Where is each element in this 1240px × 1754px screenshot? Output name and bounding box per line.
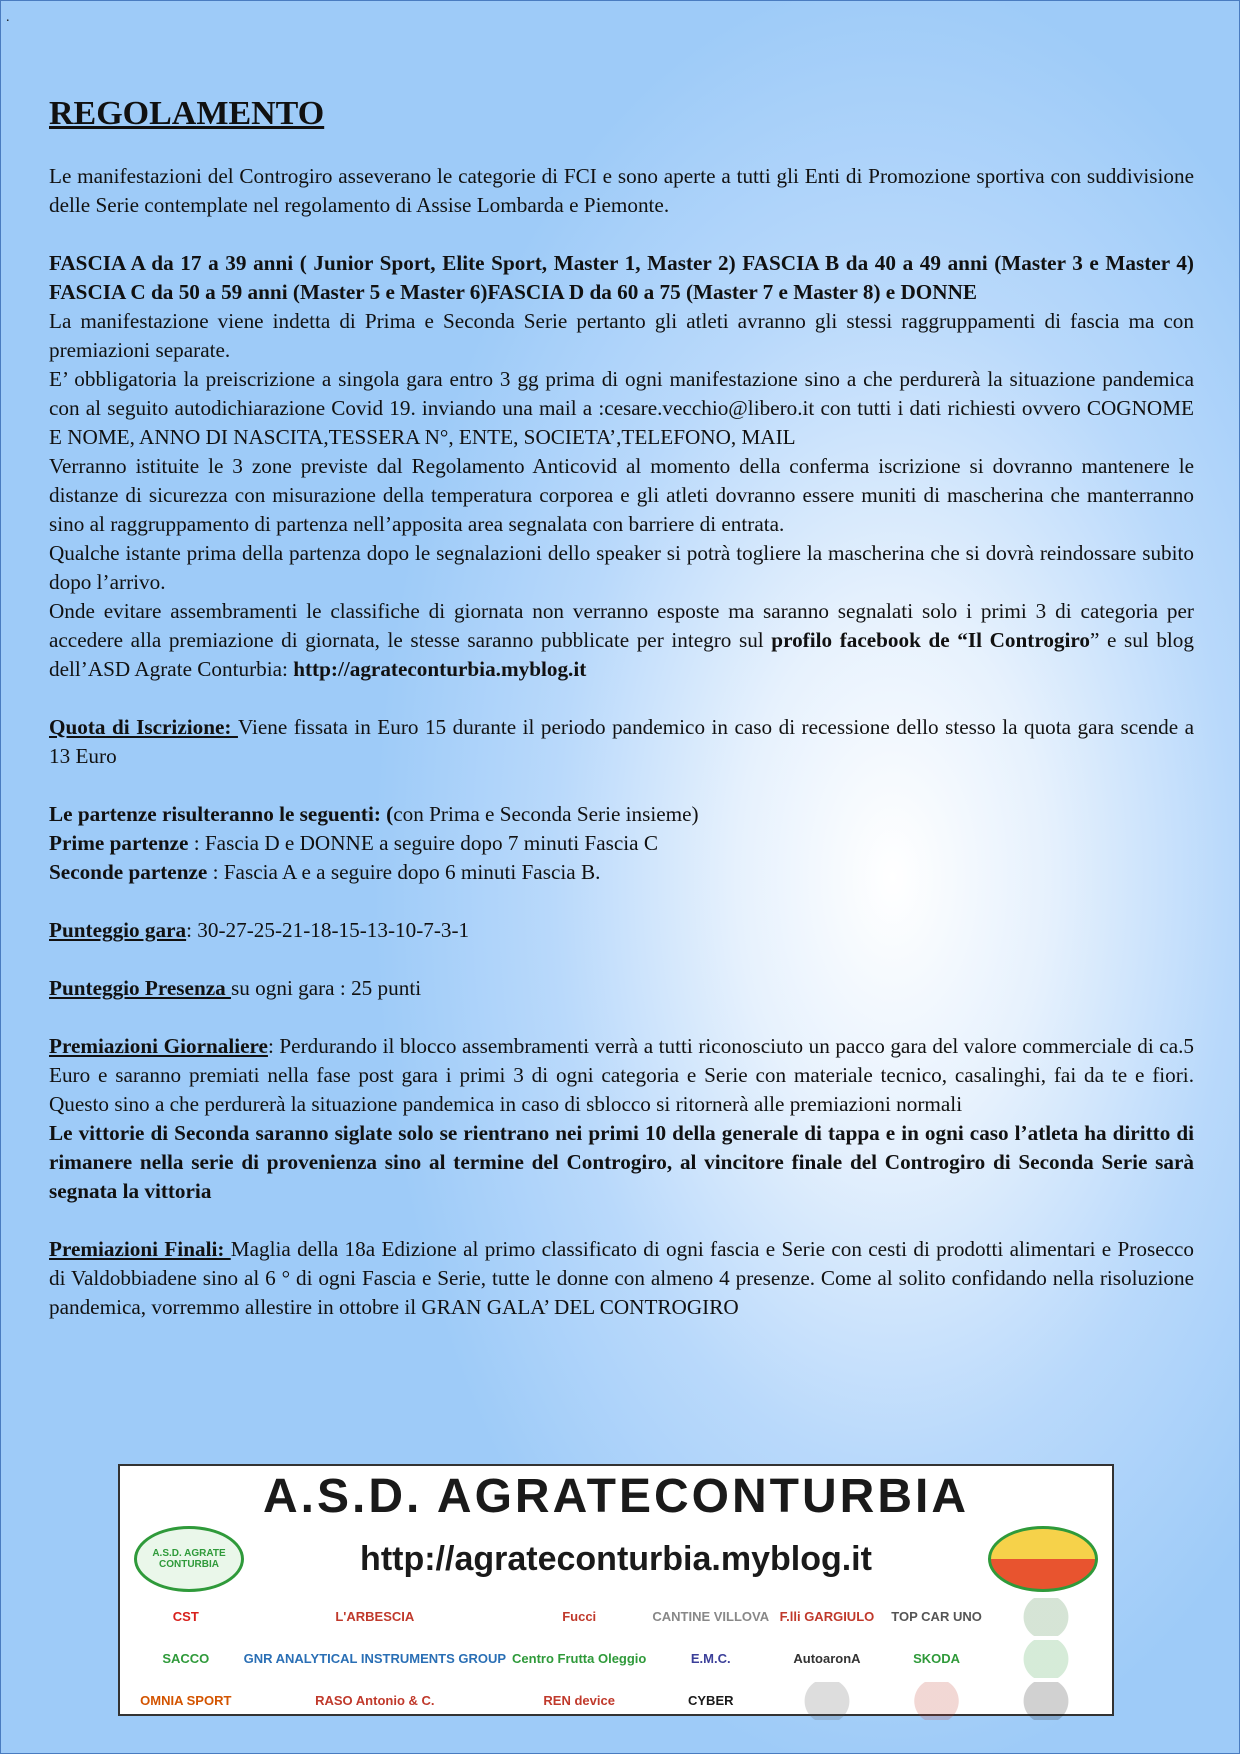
premiazioni-finali-label: Premiazioni Finali: — [49, 1237, 231, 1261]
classifiche-text: Onde evitare assembramenti le classifiche di giornata non verranno esposte ma saranno segnalati solo i primi 3 di categoria per accedere alla premiazione di giornata, le stesse saranno pubblicate per integro sul — [49, 599, 1194, 652]
vittorie-paragraph — [49, 1119, 1194, 1206]
prime-partenze-text: : Fascia D e DONNE a seguire dopo 7 minuti Fascia C — [188, 831, 658, 855]
fasce-paragraph — [49, 249, 1194, 307]
prime-partenze-label: Prime partenze — [49, 831, 189, 855]
vittorie-text: Le vittorie di Seconda saranno siglate solo se rientrano nei primi 10 della generale di tappa e in ogni caso l’atleta ha diritto di rimanere nella serie di provenienza sino al termine del Controgiro, al vincitore finale del Controgiro di Seconda Serie sarà segnata la vittoria — [49, 1121, 1194, 1203]
mascherina-paragraph: Qualche istante prima della partenza dopo le segnalazioni dello speaker si potrà togliere la mascherina che si dovrà reindossare subito dopo l’arrivo. — [49, 541, 1194, 594]
partenze-heading-bold: Le partenze risulteranno le seguenti: ( — [49, 802, 394, 826]
quota-paragraph — [49, 713, 1194, 771]
sponsor-logo-icon — [994, 1682, 1098, 1720]
preiscrizione-paragraph: E’ obbligatoria la preiscrizione a singola gara entro 3 gg prima di ogni manifestazione sino a che perdurerà la situazione pandemica con al seguito autodichiarazione Covid 19. inviando una mail a :cesare.vecchio@libero.it con tutti i dati richiesti ovvero COGNOME E NOME, ANNO DI NASCITA,TESSERA N°, ENTE, SOCIETA’,TELEFONO, MAIL — [49, 367, 1194, 449]
sponsor-logos — [120, 1594, 1112, 1720]
premiazioni-giornaliere — [49, 1032, 1194, 1119]
sponsor-logo-icon: CST — [172, 1609, 199, 1624]
sponsor-banner — [118, 1464, 1114, 1716]
fasce-text: FASCIA A da 17 a 39 anni ( Junior Sport, Elite Sport, Master 1, Master 2) FASCIA B da 40 a 49 anni (Master 3 e Master 4) FASCIA C da 50 a 59 anni (Master 5 e Master 6)FASCIA D da 60 a 75 (Master 7 e Master 8) e DONNE — [49, 251, 1194, 304]
seconde-partenze-text: : Fascia A e a seguire dopo 6 minuti Fascia B. — [207, 860, 601, 884]
partenze-heading — [49, 800, 1194, 829]
sponsor-logo-icon: E.M.C. — [690, 1651, 731, 1666]
sponsor-logo-icon: F.lli GARGIULO — [779, 1609, 875, 1624]
premiazioni-finali-text: Maglia della 18a Edizione al primo classificato di ogni fascia e Serie con cesti di prodotti alimentari e Prosecco di Valdobbiadene sino al 6 ° di ogni Fascia e Serie, tutte le donne con almeno 4 presenze. Come al solito confidando nella risoluzione pandemica, vorremmo allestire in ottobre il GRAN GALA’ DEL CONTROGIRO — [49, 1237, 1194, 1319]
sponsor-logo-icon: CYBER — [688, 1693, 734, 1708]
regulation-document — [49, 94, 1194, 1322]
sponsor-logo-icon: RASO Antonio & C. — [315, 1693, 435, 1708]
sponsor-logo-icon: OMNIA SPORT — [140, 1693, 232, 1708]
quota-label: Quota di Iscrizione: — [49, 715, 238, 739]
punteggio-presenza — [49, 974, 1194, 1003]
sponsor-logo-icon — [775, 1682, 879, 1720]
corner-mark: . — [6, 10, 10, 25]
seconde-partenze-label: Seconde partenze — [49, 860, 208, 884]
partenze-heading-rest: con Prima e Seconda Serie insieme) — [393, 802, 699, 826]
sponsor-logo-icon: TOP CAR UNO — [891, 1609, 982, 1624]
seconde-partenze — [49, 858, 1194, 887]
banner-title: A.S.D. AGRATECONTURBIA — [263, 1470, 969, 1523]
punteggio-presenza-label: Punteggio Presenza — [49, 976, 232, 1000]
sponsor-logo-icon: REN device — [543, 1693, 615, 1708]
prime-partenze — [49, 829, 1194, 858]
punteggio-gara — [49, 916, 1194, 945]
asd-logo-icon: A.S.D. AGRATE CONTURBIA — [134, 1526, 244, 1592]
blog-link[interactable]: http://agrateconturbia.myblog.it — [293, 657, 587, 681]
punteggio-gara-text: : 30-27-25-21-18-15-13-10-7-3-1 — [186, 918, 470, 942]
facebook-profile-text: profilo facebook de “Il Controgiro — [771, 628, 1091, 652]
premiazioni-giornaliere-label: Premiazioni Giornaliere — [49, 1034, 268, 1058]
classifiche-paragraph — [49, 597, 1194, 684]
premiazioni-giornaliere-text: : Perdurando il blocco assembramenti verrà a tutti riconosciuto un pacco gara del valore commerciale di ca.5 Euro e saranno premiati nella fase post gara i primi 3 di ogni categoria e Serie con materiale tecnico, casalinghi, fai da te e fiori. Questo sino a che perdurerà la situazione pandemica in caso di sblocco si ritornerà alle premiazioni normali — [49, 1034, 1194, 1116]
sun-logo-icon — [988, 1526, 1098, 1592]
sponsor-logo-icon: CANTINE VILLOVA — [652, 1609, 770, 1624]
banner-url-row — [120, 1524, 1112, 1594]
sponsor-logo-icon: SACCO — [162, 1651, 210, 1666]
sponsor-logo-icon — [885, 1682, 989, 1720]
banner-url[interactable]: http://agrateconturbia.myblog.it — [360, 1539, 872, 1578]
intro-paragraph: Le manifestazioni del Controgiro asseverano le categorie di FCI e sono aperte a tutti gli Enti di Promozione sportiva con suddivisione delle Serie contemplate nel regolamento di Assise Lombarda e Piemonte. — [49, 164, 1194, 217]
page-title: REGOLAMENTO — [49, 95, 325, 132]
punteggio-presenza-text: su ogni gara : 25 punti — [231, 976, 422, 1000]
sponsor-logo-icon: SKODA — [913, 1651, 961, 1666]
manifestazione-paragraph: La manifestazione viene indetta di Prima e Seconda Serie pertanto gli atleti avranno gli stessi raggruppamenti di fascia ma con premiazioni separate. — [49, 309, 1194, 362]
classifiche-text-2: ” e sul blog dell’ASD Agrate Conturbia: — [49, 628, 1194, 681]
zone-paragraph: Verranno istituite le 3 zone previste dal Regolamento Anticovid al momento della conferma iscrizione si dovranno mantenere le distanze di sicurezza con misurazione della temperatura corporea e gli atleti dovranno essere muniti di mascherina che manterranno sino al raggruppamento di partenza nell’apposita area segnalata con barriere di entrata. — [49, 454, 1194, 536]
premiazioni-finali — [49, 1235, 1194, 1322]
sponsor-logo-icon: L'ARBESCIA — [335, 1609, 415, 1624]
sponsor-logo-icon: Fucci — [562, 1609, 597, 1624]
sponsor-logo-icon: Centro Frutta Oleggio — [512, 1651, 647, 1666]
sponsor-logo-icon: AutoaronA — [793, 1651, 861, 1666]
quota-text: Viene fissata in Euro 15 durante il periodo pandemico in caso di recessione dello stesso la quota gara scende a 13 Euro — [49, 715, 1194, 768]
punteggio-gara-label: Punteggio gara — [49, 918, 187, 942]
sponsor-logo-icon — [994, 1598, 1098, 1636]
sponsor-logo-icon — [994, 1640, 1098, 1678]
sponsor-logo-icon: GNR ANALYTICAL INSTRUMENTS GROUP — [243, 1651, 507, 1666]
